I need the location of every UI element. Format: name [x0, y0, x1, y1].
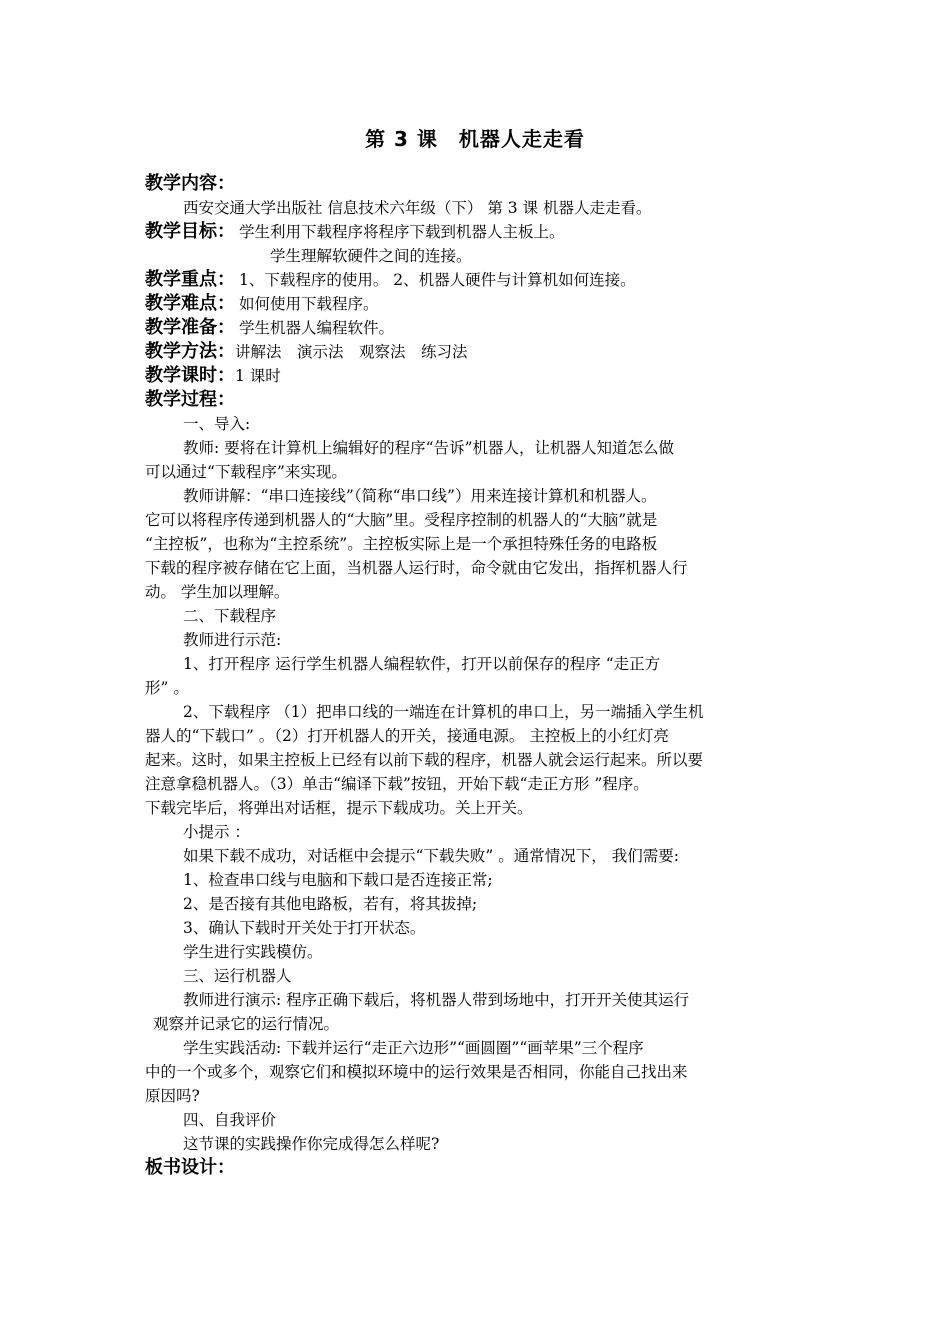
process-line: 小提示 ： [183, 823, 250, 841]
process-line: 1、打开程序 运行学生机器人编程软件，打开以前保存的程序 “走正方 [183, 655, 661, 673]
process-line: 下载的程序被存储在它上面，当机器人运行时，命令就由它发出，指挥机器人行 [145, 559, 688, 577]
process-line: 这节课的实践操作你完成得怎么样呢? [183, 1135, 440, 1153]
section-methods [145, 340, 810, 364]
goals-heading: 教学目标： [145, 221, 235, 242]
process-line: 动。 学生加以理解。 [145, 583, 290, 601]
process-line: 二、下载程序 [183, 607, 277, 625]
process-line: 学生实践活动: 下载并运行“走正六边形”“画圆圈”“画苹果”三个程序 [183, 1039, 644, 1057]
section-preparation [145, 316, 810, 340]
process-line: 3、确认下载时开关处于打开状态。 [183, 919, 426, 937]
lesson-plan-body [145, 172, 810, 1180]
key-points-text: 1、下载程序的使用。 2、机器人硬件与计算机如何连接。 [239, 271, 636, 289]
process-line: 起来。这时，如果主控板上已经有以前下载的程序，机器人就会运行起来。所以要 [145, 751, 704, 769]
section-difficulties [145, 292, 810, 316]
content-text: 西安交通大学出版社 信息技术六年级（下） 第 3 课 机器人走走看。 [183, 199, 652, 217]
section-board [145, 1156, 810, 1180]
section-key-points [145, 268, 810, 292]
key-points-heading: 教学重点： [145, 269, 235, 290]
goals-line-2: 学生理解软硬件之间的连接。 [270, 247, 472, 265]
process-heading: 教学过程： [145, 389, 235, 410]
preparation-heading: 教学准备： [145, 317, 235, 338]
process-line: “主控板”，也称为“主控系统”。主控板实际上是一个承担特殊任务的电路板 [145, 535, 658, 553]
process-line: 中的一个或多个，观察它们和模拟环境中的运行效果是否相同，你能自己找出来 [145, 1063, 688, 1081]
process-line: 教师进行示范: [183, 631, 282, 649]
process-line: 可以通过“下载程序”来实现。 [145, 463, 347, 481]
process-line: 四、自我评价 [183, 1111, 277, 1129]
process-line: 三、运行机器人 [183, 967, 292, 985]
process-line: 下载完毕后，将弹出对话框，提示下载成功。关上开关。 [145, 799, 533, 817]
process-line: 它可以将程序传递到机器人的“大脑”里。受程序控制的机器人的“大脑”就是 [145, 511, 658, 529]
difficulties-text: 如何使用下载程序。 [239, 295, 379, 313]
process-line: 教师: 要将在计算机上编辑好的程序“告诉”机器人，让机器人知道怎么做 [183, 439, 674, 457]
hours-text: 1 课时 [235, 367, 281, 385]
process-line: 学生进行实践模仿。 [183, 943, 323, 961]
content-heading: 教学内容： [145, 173, 235, 194]
section-content [145, 172, 810, 196]
process-line: 1、检查串口线与电脑和下载口是否连接正常; [183, 871, 493, 889]
process-line: 教师讲解：“串口连接线”（简称“串口线”）用来连接计算机和机器人。 [183, 487, 657, 505]
section-hours [145, 364, 810, 388]
process-line: 如果下载不成功，对话框中会提示“下载失败” 。通常情况下， 我们需要: [183, 847, 679, 865]
process-line: 2、是否接有其他电路板，若有，将其拔掉; [183, 895, 478, 913]
process-line: 观察并记录它的运行情况。 [153, 1015, 340, 1033]
process-line: 注意拿稳机器人。（3）单击“编译下载”按钮，开始下载“走正方形 ”程序。 [145, 775, 649, 793]
methods-heading: 教学方法： [145, 341, 235, 362]
process-line: 形” 。 [145, 679, 189, 697]
page-title: 第 3 课 机器人走走看 [365, 127, 585, 151]
process-line: 器人的“下载口” 。（2）打开机器人的开关，接通电源。 主控板上的小红灯亮 [145, 727, 669, 745]
process-line: 教师进行演示: 程序正确下载后，将机器人带到场地中，打开开关使其运行 [183, 991, 690, 1009]
board-heading: 板书设计： [145, 1157, 235, 1178]
section-process [145, 388, 810, 412]
process-line: 原因吗? [145, 1087, 200, 1105]
process-body [145, 412, 810, 1156]
process-line: 一、导入: [183, 415, 251, 433]
goals-line-1: 学生利用下载程序将程序下载到机器人主板上。 [239, 223, 565, 241]
process-line: 2、下载程序 （1）把串口线的一端连在计算机的串口上，另一端插入学生机 [183, 703, 704, 721]
preparation-text: 学生机器人编程软件。 [239, 319, 395, 337]
section-goals [145, 220, 810, 244]
hours-heading: 教学课时： [145, 365, 235, 386]
methods-text: 讲解法 演示法 观察法 练习法 [235, 343, 468, 361]
difficulties-heading: 教学难点： [145, 293, 235, 314]
